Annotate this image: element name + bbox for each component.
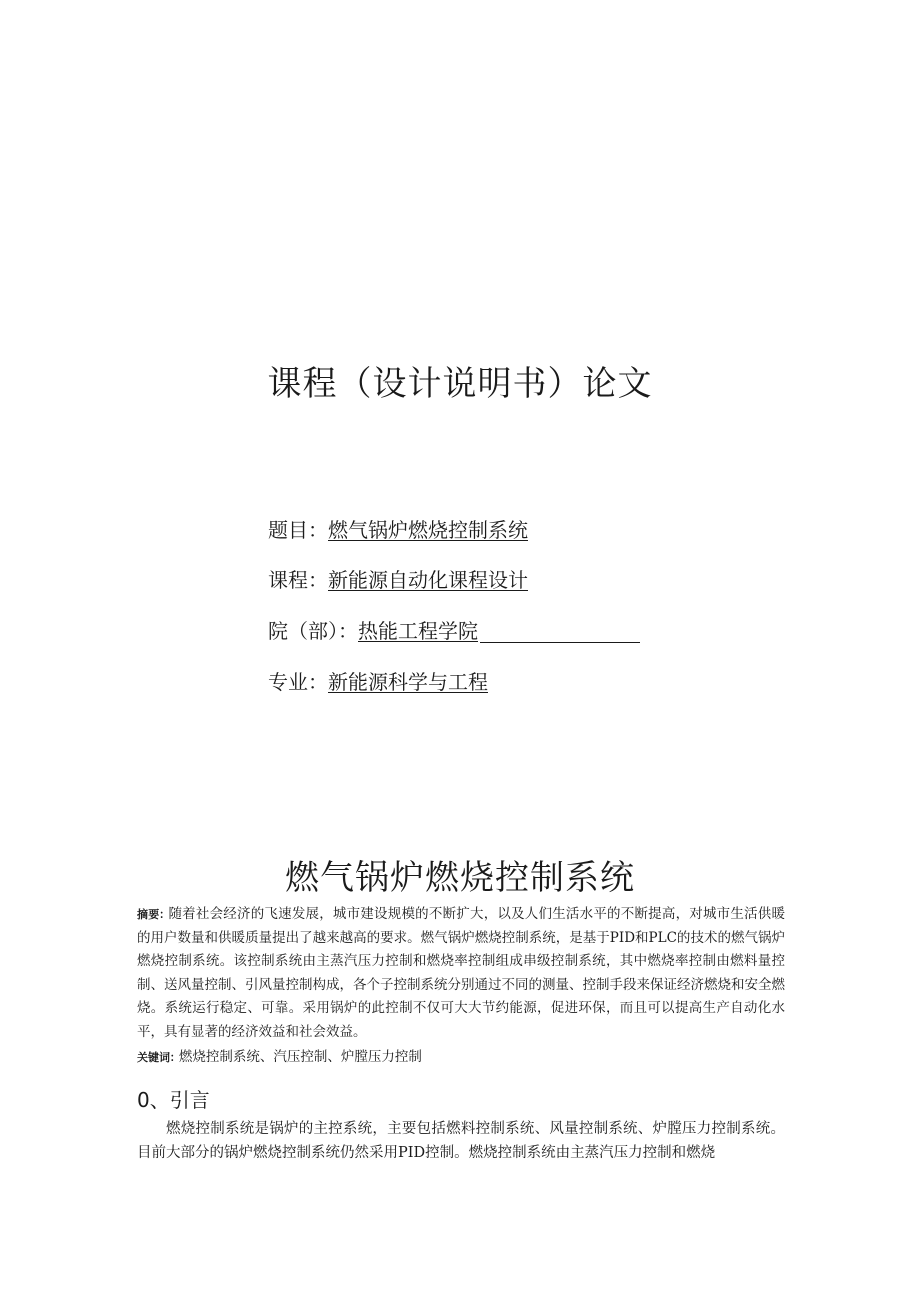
department-value: 热能工程学院 xyxy=(358,619,478,643)
topic-field xyxy=(268,518,528,542)
section-heading-intro: 0、引言 xyxy=(137,1088,210,1112)
major-field xyxy=(268,670,488,694)
paper-title: 燃气锅炉燃烧控制系统 xyxy=(285,858,635,898)
department-label: 院（部）： xyxy=(268,619,358,643)
department-field xyxy=(268,619,640,643)
keywords xyxy=(137,1046,785,1069)
intro-paragraph: 燃烧控制系统是锅炉的主控系统，主要包括燃料控制系统、风量控制系统、炉膛压力控制系统。目前大部分的锅炉燃烧控制系统仍然采用PID控制。燃烧控制系统由主蒸汽压力控制和燃烧 xyxy=(137,1121,785,1161)
course-value: 新能源自动化课程设计 xyxy=(328,568,528,592)
topic-label: 题目： xyxy=(268,518,328,542)
topic-value: 燃气锅炉燃烧控制系统 xyxy=(328,518,528,542)
cover-title: 课程（设计说明书）论文 xyxy=(267,364,653,404)
keywords-text: : 燃烧控制系统、汽压控制、炉膛压力控制 xyxy=(170,1049,422,1065)
course-label: 课程： xyxy=(268,568,328,592)
keywords-label: 关键词 xyxy=(137,1051,170,1064)
abstract-text: : 随着社会经济的飞速发展，城市建设规模的不断扩大，以及人们生活水平的不断提高，对城市生活供暖的用户数量和供暖质量提出了越来越高的要求。燃气锅炉燃烧控制系统，是基于PID和PLC的技术的燃气锅炉燃烧控制系统。该控制系统由主蒸汽压力控制和燃烧率控制组成串级控制系统，其中燃烧率控制由燃料量控制、送风量控制、引风量控制构成，各个子控制系统分别通过不同的测量、控制手段来保证经济燃烧和安全燃烧。系统运行稳定、可靠。采用锅炉的此控制不仅可大大节约能源，促进环保，而且可以提高生产自动化水平，具有显著的经济效益和社会效益。 xyxy=(137,906,786,1040)
major-value: 新能源科学与工程 xyxy=(328,670,488,694)
major-label: 专业： xyxy=(268,670,328,694)
abstract-label: 摘要 xyxy=(137,908,160,921)
abstract xyxy=(137,903,785,1045)
blank-underline xyxy=(480,622,640,643)
course-field xyxy=(268,568,528,592)
